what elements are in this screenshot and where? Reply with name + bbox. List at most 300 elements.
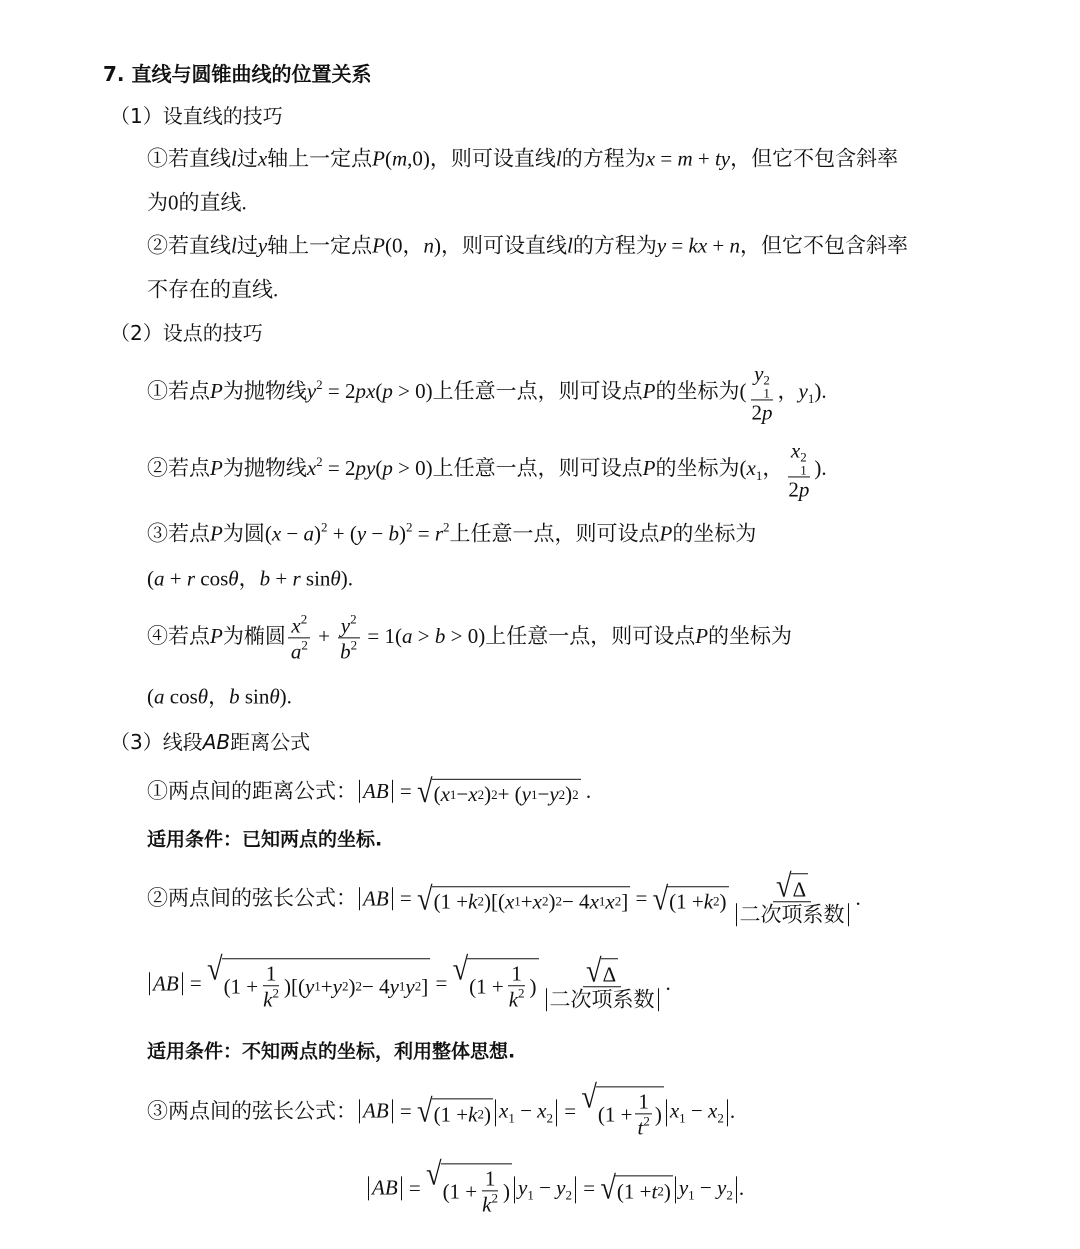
math-variable: l bbox=[231, 233, 237, 258]
paragraph bbox=[147, 277, 278, 302]
math-variable: θ bbox=[330, 566, 341, 591]
formula-line bbox=[147, 566, 353, 591]
text-run: . bbox=[855, 885, 861, 910]
absolute-value bbox=[359, 887, 393, 910]
superscript: 2 bbox=[301, 637, 308, 653]
math-variable: t bbox=[637, 1115, 644, 1140]
fraction-denominator bbox=[634, 1115, 652, 1140]
math-variable: P bbox=[372, 146, 385, 171]
text-run: ) bbox=[529, 973, 537, 998]
subheading bbox=[110, 321, 263, 345]
superscript: 2 bbox=[800, 449, 807, 465]
superscript: 2 bbox=[518, 985, 525, 1001]
text-run: cos bbox=[195, 566, 229, 591]
absolute-value bbox=[149, 972, 183, 995]
superscript: 2 bbox=[321, 519, 328, 535]
text-run: = bbox=[430, 970, 453, 995]
math-variable: y bbox=[798, 378, 808, 403]
text-run: 适用条件：不知两点的坐标，利用整体思想. bbox=[147, 1040, 516, 1063]
square-root bbox=[452, 952, 539, 1012]
math-variable: a bbox=[303, 521, 314, 546]
fraction-denominator bbox=[288, 639, 311, 664]
fraction-denominator bbox=[541, 988, 664, 1012]
radical-sign-icon: √ bbox=[586, 953, 602, 990]
math-variable: k bbox=[468, 1101, 478, 1126]
text-run: + bbox=[320, 973, 333, 998]
radicand bbox=[791, 873, 809, 901]
square-root bbox=[417, 774, 581, 811]
fraction bbox=[541, 953, 664, 1012]
math-variable: x bbox=[746, 455, 756, 480]
fraction-denominator bbox=[479, 1192, 501, 1217]
absolute-value bbox=[546, 989, 659, 1012]
subscript: 2 bbox=[614, 893, 622, 909]
radical-sign-icon: √ bbox=[581, 1080, 597, 1116]
formula-line bbox=[147, 438, 827, 501]
math-variable: AB bbox=[202, 730, 231, 754]
formula-line bbox=[147, 1080, 736, 1140]
text-run: 为圆( bbox=[222, 521, 272, 546]
text-run: 过 bbox=[236, 146, 258, 171]
text-run: ) bbox=[483, 1101, 491, 1126]
math-variable: θ bbox=[228, 566, 239, 591]
math-variable: P bbox=[210, 455, 223, 480]
text-run: ) bbox=[348, 973, 356, 998]
text-run: ] bbox=[621, 888, 629, 913]
text-run: + bbox=[692, 146, 715, 171]
text-run: = bbox=[412, 521, 435, 546]
math-variable: y bbox=[304, 973, 315, 998]
text-run: ) bbox=[565, 781, 573, 806]
math-variable: y bbox=[678, 1175, 689, 1200]
text-run: − bbox=[366, 521, 389, 546]
math-variable: n bbox=[729, 233, 741, 258]
subscript: 2 bbox=[717, 1110, 724, 1126]
absolute-value bbox=[495, 1100, 557, 1126]
text-run: ) bbox=[314, 521, 321, 546]
radical-sign-icon: √ bbox=[600, 1171, 616, 1208]
fraction-numerator bbox=[288, 612, 310, 638]
subscript: 2 bbox=[565, 1187, 572, 1203]
math-variable: t bbox=[651, 1178, 658, 1203]
formula-line bbox=[147, 519, 756, 546]
fraction-denominator bbox=[337, 639, 360, 664]
superscript: 2 bbox=[477, 893, 484, 909]
text-run: . bbox=[580, 778, 592, 803]
fraction-numerator bbox=[508, 961, 525, 986]
text-run: + ( bbox=[497, 781, 522, 806]
subscript: 1 bbox=[755, 467, 763, 483]
subscript: 1 bbox=[688, 1187, 695, 1203]
superscript: 2 bbox=[350, 611, 357, 627]
math-variable: P bbox=[210, 623, 223, 648]
math-variable: a bbox=[154, 684, 165, 709]
math-variable: P bbox=[695, 623, 709, 648]
text-run: + bbox=[520, 888, 533, 913]
math-variable: k bbox=[482, 1192, 492, 1217]
text-run: − bbox=[281, 521, 304, 546]
superscript: 2 bbox=[491, 786, 498, 802]
text-run: ) bbox=[719, 888, 727, 913]
absolute-value bbox=[736, 904, 849, 927]
fraction-denominator bbox=[785, 477, 812, 501]
square-root bbox=[417, 1094, 493, 1131]
text-run: . bbox=[665, 970, 671, 995]
square-root bbox=[652, 881, 729, 918]
math-variable: b bbox=[434, 623, 446, 648]
math-variable: m bbox=[677, 146, 693, 171]
superscript: 2 bbox=[300, 611, 308, 627]
math-variable: x bbox=[790, 438, 801, 463]
text-run: 不存在的直线. bbox=[147, 277, 279, 302]
text-run: ) bbox=[484, 781, 492, 806]
fraction-numerator bbox=[635, 1089, 652, 1114]
math-variable: y bbox=[556, 1175, 566, 1200]
text-run: + bbox=[707, 233, 730, 258]
text-run: 1 bbox=[265, 961, 277, 986]
superscript: 2 bbox=[477, 1106, 484, 1122]
fraction bbox=[479, 1166, 501, 1216]
text-run: 上任意一点，则可设点 bbox=[449, 521, 660, 546]
math-variable: AB bbox=[363, 1098, 389, 1123]
fraction bbox=[731, 868, 854, 927]
text-run: ①若直线 bbox=[147, 146, 231, 171]
fraction-numerator bbox=[751, 361, 773, 400]
superscript: 2 bbox=[555, 893, 562, 909]
condition-note bbox=[147, 1041, 515, 1064]
math-variable: x bbox=[589, 888, 599, 913]
text-run: ④若点 bbox=[147, 623, 210, 648]
absolute-value bbox=[666, 1100, 728, 1126]
math-variable: x bbox=[498, 1098, 509, 1123]
superscript: 2 bbox=[643, 1113, 650, 1129]
radical-sign-icon: √ bbox=[417, 881, 433, 918]
text-run: > 0)上任意一点，则可设点 bbox=[392, 455, 643, 480]
text-run: （3）线段 bbox=[110, 730, 203, 754]
fraction bbox=[634, 1089, 652, 1139]
subscript: 1 bbox=[527, 1187, 534, 1203]
text-run: 为抛物线 bbox=[222, 378, 307, 403]
absolute-value bbox=[675, 1177, 737, 1203]
radicand bbox=[432, 886, 631, 914]
math-variable: l bbox=[567, 233, 573, 258]
text-run: − bbox=[537, 781, 550, 806]
subscript: 1 bbox=[679, 1110, 686, 1126]
radical-sign-icon: √ bbox=[776, 868, 792, 905]
radicand bbox=[667, 886, 728, 914]
math-variable: y bbox=[340, 613, 351, 638]
square-root bbox=[776, 868, 808, 905]
text-run: （1）设直线的技巧 bbox=[110, 104, 283, 128]
formula-line bbox=[147, 868, 861, 927]
radicand bbox=[467, 958, 538, 1011]
text-run: 2 bbox=[788, 477, 799, 502]
math-variable: k bbox=[508, 987, 519, 1012]
text-run: + bbox=[312, 623, 336, 648]
square-root bbox=[581, 1080, 664, 1140]
text-run: > bbox=[412, 623, 435, 648]
math-variable: P bbox=[210, 521, 223, 546]
subscript: 1 bbox=[807, 390, 815, 406]
text-run: > 0)上任意一点，则可设点 bbox=[445, 623, 696, 648]
math-variable: r bbox=[434, 521, 444, 546]
math-variable: y bbox=[656, 233, 667, 258]
math-variable: ty bbox=[714, 146, 731, 171]
math-variable: k bbox=[263, 987, 273, 1012]
subscript: 1 bbox=[530, 786, 538, 802]
math-variable: y bbox=[332, 973, 342, 998]
square-root bbox=[586, 953, 618, 990]
radical-sign-icon: √ bbox=[452, 952, 469, 988]
math-variable: p bbox=[762, 400, 773, 425]
math-variable: l bbox=[231, 146, 237, 171]
math-variable: AB bbox=[363, 885, 389, 910]
text-run: 轴上一定点 bbox=[267, 146, 373, 171]
text-run: 轴上一定点 bbox=[267, 233, 373, 258]
text-run: ②两点间的弦长公式： bbox=[147, 885, 357, 910]
text-run: ，但它不包含斜率 bbox=[740, 233, 909, 258]
condition-note bbox=[147, 829, 382, 852]
text-run: 1 bbox=[638, 1089, 649, 1114]
text-run: ). bbox=[340, 566, 353, 591]
text-run: = bbox=[184, 970, 207, 995]
text-run: ). bbox=[279, 684, 292, 709]
fraction-numerator bbox=[263, 961, 280, 986]
text-run: − bbox=[456, 781, 469, 806]
math-variable: x bbox=[440, 781, 450, 806]
text-run: ( bbox=[433, 781, 441, 806]
formula-line bbox=[147, 612, 792, 663]
text-run: = bbox=[394, 885, 417, 910]
math-variable: a bbox=[154, 566, 165, 591]
math-variable: p bbox=[382, 455, 393, 480]
text-run: sin bbox=[239, 684, 270, 709]
subheading bbox=[110, 104, 283, 128]
fraction-denominator bbox=[506, 987, 528, 1012]
math-variable: x bbox=[306, 455, 317, 480]
text-run: )[( bbox=[283, 973, 305, 998]
radical-sign-icon: √ bbox=[207, 952, 223, 988]
math-variable: P bbox=[659, 521, 673, 546]
radical-sign-icon: √ bbox=[426, 1157, 442, 1193]
text-run: 为抛物线 bbox=[222, 455, 307, 480]
text-run: ). bbox=[814, 378, 827, 403]
fraction-numerator bbox=[482, 1166, 499, 1191]
math-variable: r bbox=[292, 566, 301, 591]
text-run: ) bbox=[548, 888, 556, 913]
text-run: + bbox=[270, 566, 293, 591]
text-run: 二次项系数 bbox=[549, 987, 655, 1012]
text-run: ] bbox=[421, 973, 429, 998]
section-heading bbox=[103, 62, 371, 86]
text-run: = bbox=[558, 1098, 582, 1123]
text-run: = bbox=[394, 1098, 417, 1123]
math-variable: y bbox=[549, 781, 559, 806]
fraction-numerator bbox=[338, 612, 360, 638]
text-run: 7. bbox=[103, 62, 132, 86]
math-variable: py bbox=[355, 455, 376, 480]
superscript: 2 bbox=[763, 372, 770, 388]
math-variable: p bbox=[798, 477, 810, 502]
text-run: ②若直线 bbox=[147, 233, 231, 258]
math-variable: b bbox=[340, 639, 351, 664]
subscript: 2 bbox=[558, 786, 566, 802]
text-run: = bbox=[394, 778, 417, 803]
text-run: = 2 bbox=[322, 455, 356, 480]
math-variable: x bbox=[537, 1098, 547, 1123]
text-run: = bbox=[666, 233, 689, 258]
fraction-numerator bbox=[773, 868, 811, 905]
text-run: ( bbox=[147, 684, 154, 709]
square-root bbox=[207, 952, 430, 1012]
text-run: (1 + bbox=[433, 888, 469, 913]
text-run: (1 + bbox=[597, 1101, 633, 1126]
radicand bbox=[222, 958, 431, 1011]
math-variable: y bbox=[754, 361, 764, 386]
superscript: 2 bbox=[713, 893, 720, 909]
text-run: > 0)上任意一点，则可设点 bbox=[392, 378, 643, 403]
text-run: ，但它不包含斜率 bbox=[730, 146, 899, 171]
formula-line bbox=[147, 774, 592, 811]
text-run: 2 bbox=[751, 400, 762, 425]
superscript: 2 bbox=[406, 519, 413, 535]
text-run: = 1( bbox=[362, 623, 403, 648]
text-run: ) bbox=[502, 1178, 510, 1203]
text-run: 的方程为 bbox=[561, 146, 646, 171]
text-run: . bbox=[729, 1098, 736, 1123]
text-run: sin bbox=[300, 566, 331, 591]
text-run: − 4 bbox=[561, 888, 590, 913]
math-variable: P bbox=[642, 378, 656, 403]
math-variable: x bbox=[271, 521, 282, 546]
text-run: (1 + bbox=[433, 1101, 469, 1126]
text-run: ) bbox=[663, 1178, 671, 1203]
formula-line bbox=[147, 684, 292, 709]
math-variable: θ bbox=[197, 684, 209, 709]
math-variable: y bbox=[517, 1175, 528, 1200]
fraction-denominator bbox=[749, 400, 776, 424]
superscript: 2 bbox=[316, 376, 323, 392]
superscript: 2 bbox=[350, 637, 358, 653]
math-variable: y bbox=[257, 233, 268, 258]
math-variable: b bbox=[388, 521, 400, 546]
text-run: (1 + bbox=[442, 1178, 478, 1203]
radical-sign-icon: √ bbox=[652, 881, 669, 918]
math-variable: x bbox=[605, 888, 615, 913]
text-run: − bbox=[533, 1175, 557, 1200]
subheading bbox=[110, 730, 310, 754]
math-variable: b bbox=[259, 566, 271, 591]
math-variable: x bbox=[468, 781, 478, 806]
text-run: − bbox=[694, 1175, 717, 1200]
subscript: 2 bbox=[546, 1110, 553, 1126]
text-run: 适用条件：已知两点的坐标. bbox=[147, 828, 383, 851]
math-variable: x bbox=[708, 1098, 718, 1123]
subscript: 1 bbox=[800, 462, 807, 478]
fraction bbox=[288, 612, 311, 663]
radicand bbox=[432, 1099, 493, 1127]
text-run: − 4 bbox=[361, 973, 390, 998]
fraction bbox=[260, 961, 282, 1011]
text-run: + bbox=[164, 566, 187, 591]
text-run: (1 + bbox=[669, 888, 704, 913]
text-run: 的方程为 bbox=[572, 233, 657, 258]
text-run: 的坐标为( bbox=[655, 378, 747, 403]
math-variable: P bbox=[210, 378, 223, 403]
fraction-denominator bbox=[260, 987, 282, 1012]
text-run: ,0)，则可设直线 bbox=[407, 146, 556, 171]
absolute-value bbox=[359, 1100, 393, 1123]
radicand bbox=[596, 1086, 664, 1139]
fraction bbox=[785, 438, 812, 501]
text-run: 过 bbox=[236, 233, 258, 258]
math-variable: a bbox=[290, 639, 302, 664]
math-variable: x bbox=[669, 1098, 680, 1123]
subscript: 1 bbox=[314, 978, 321, 994]
text-run: ①两点间的距离公式： bbox=[147, 778, 357, 803]
fraction-denominator bbox=[731, 903, 854, 927]
math-variable: x bbox=[504, 888, 515, 913]
radicand bbox=[615, 1176, 673, 1204]
text-run: )，则可设直线 bbox=[434, 233, 567, 258]
text-run: = bbox=[403, 1175, 426, 1200]
text-run: 1 bbox=[511, 961, 522, 986]
text-run: = 2 bbox=[322, 378, 356, 403]
text-run: 1 bbox=[484, 1166, 496, 1191]
superscript: 2 bbox=[355, 978, 362, 994]
subscript: 1 bbox=[763, 385, 770, 401]
formula-line bbox=[366, 1157, 745, 1217]
text-run: ( bbox=[375, 455, 383, 480]
math-variable: a bbox=[402, 623, 413, 648]
text-run: = bbox=[577, 1175, 601, 1200]
superscript: 2 bbox=[316, 453, 323, 469]
text-run: ( bbox=[375, 378, 383, 403]
math-variable: l bbox=[555, 146, 562, 171]
text-run: 的坐标为 bbox=[672, 521, 757, 546]
absolute-value bbox=[514, 1177, 576, 1203]
square-root bbox=[600, 1171, 673, 1208]
square-root bbox=[426, 1157, 512, 1217]
subscript: 1 bbox=[514, 893, 521, 909]
subscript: 2 bbox=[541, 893, 549, 909]
text-run: ). bbox=[814, 455, 827, 480]
radical-sign-icon: √ bbox=[417, 774, 433, 811]
superscript: 2 bbox=[272, 985, 279, 1001]
math-variable: kx bbox=[688, 233, 708, 258]
subscript: 1 bbox=[508, 1110, 515, 1126]
fraction bbox=[506, 961, 528, 1011]
math-variable: y bbox=[356, 521, 367, 546]
subscript: 2 bbox=[726, 1187, 733, 1203]
text-run: (1 + bbox=[469, 973, 504, 998]
fraction bbox=[749, 361, 776, 424]
math-variable: θ bbox=[269, 684, 280, 709]
text-run: （2）设点的技巧 bbox=[110, 321, 263, 345]
superscript: 2 bbox=[572, 786, 579, 802]
paragraph bbox=[147, 146, 898, 171]
subscript: 1 bbox=[598, 893, 606, 909]
text-run: 直线与圆锥曲线的位置关系 bbox=[131, 62, 372, 86]
text-run: − bbox=[514, 1098, 538, 1123]
math-variable: k bbox=[468, 888, 478, 913]
sup-sub-stack bbox=[800, 450, 807, 476]
math-variable: p bbox=[382, 378, 393, 403]
text-run: Δ bbox=[792, 876, 807, 901]
text-run: ③两点间的弦长公式： bbox=[147, 1098, 357, 1123]
radical-sign-icon: √ bbox=[417, 1094, 433, 1131]
text-run: ②若点 bbox=[147, 455, 210, 480]
